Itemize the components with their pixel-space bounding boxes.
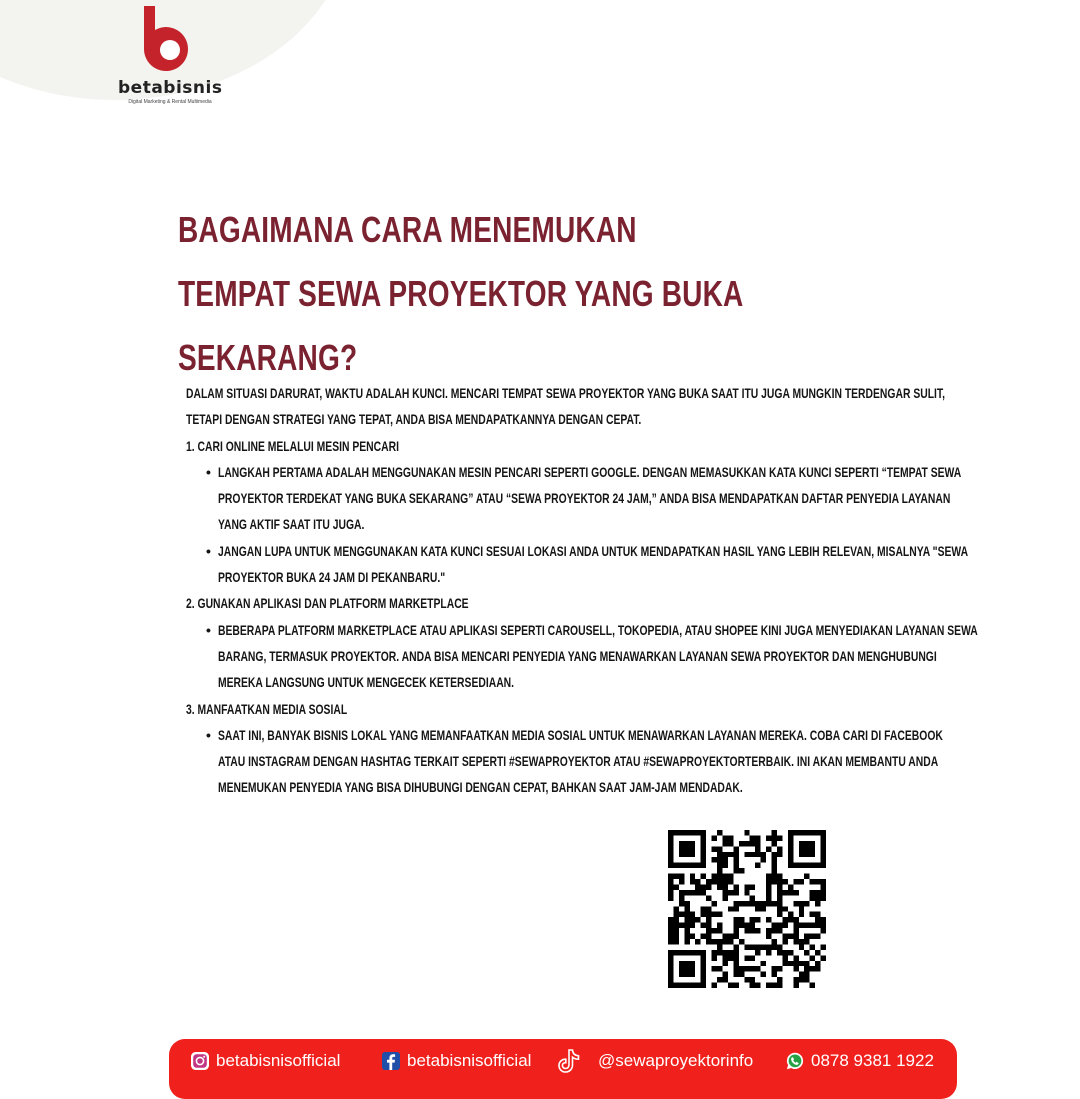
- list-item-line: PROYEKTOR TERDEKAT YANG BUKA SEKARANG” ATAU “SEWA PROYEKTOR 24 JAM,” ANDA BISA MENDAPATKAN DAFTAR PENYEDIA LAYANAN: [218, 490, 951, 507]
- facebook-handle: betabisnisofficial: [407, 1051, 532, 1070]
- intro-line: DALAM SITUASI DARURAT, WAKTU ADALAH KUNCI. MENCARI TEMPAT SEWA PROYEKTOR YANG BUKA SAAT ITU JUGA MUNGKIN TERDENGAR SULIT,: [186, 385, 945, 401]
- brand-logo: [118, 4, 222, 108]
- section-heading: 1. CARI ONLINE MELALUI MESIN PENCARI: [186, 437, 399, 454]
- list-item: [186, 617, 978, 696]
- list-item: [186, 459, 962, 538]
- tiktok-handle: @sewaproyektorinfo: [598, 1051, 754, 1070]
- facebook-icon: [382, 1052, 400, 1070]
- title-line: SEKARANG?: [178, 337, 358, 378]
- bullet-icon: •: [206, 621, 211, 638]
- footer-instagram[interactable]: [191, 1049, 340, 1073]
- list-item-line: BARANG, TERMASUK PROYEKTOR. ANDA BISA MENCARI PENYEDIA YANG MENAWARKAN LAYANAN SEWA PROYEKTOR DAN MENGHUBUNGI: [218, 647, 937, 664]
- qr-code[interactable]: [668, 830, 826, 988]
- logo-wordmark: betabisnis: [118, 78, 223, 98]
- list-item-line: MENEMUKAN PENYEDIA YANG BISA DIHUBUNGI DENGAN CEPAT, BAHKAN SAAT JAM-JAM MENDADAK.: [218, 779, 743, 796]
- article-body: [186, 380, 978, 801]
- tiktok-icon: [558, 1049, 584, 1073]
- title-line: BAGAIMANA CARA MENEMUKAN: [178, 209, 637, 250]
- logo-tagline: Digital Marketing & Rental Multimedia: [128, 99, 212, 105]
- list-item-line: PROYEKTOR BUKA 24 JAM DI PEKANBARU.": [218, 569, 446, 586]
- footer-tiktok[interactable]: [558, 1049, 753, 1073]
- page-title: [178, 198, 744, 390]
- section-heading: 2. GUNAKAN APLIKASI DAN PLATFORM MARKETPLACE: [186, 595, 469, 612]
- contact-footer: [169, 1039, 957, 1099]
- footer-facebook[interactable]: [382, 1049, 531, 1073]
- list-item-line: BEBERAPA PLATFORM MARKETPLACE ATAU APLIKASI SEPERTI CAROUSELL, TOKOPEDIA, ATAU SHOPEE KINI JUGA MENYEDIAKAN LAYANAN SEWA: [218, 621, 978, 638]
- bullet-icon: •: [206, 463, 211, 480]
- bullet-icon: •: [206, 726, 211, 743]
- list-item-line: JANGAN LUPA UNTUK MENGGUNAKAN KATA KUNCI SESUAI LOKASI ANDA UNTUK MENDAPATKAN HASIL YANG LEBIH RELEVAN, MISALNYA "SEWA: [218, 542, 969, 559]
- instagram-icon: [191, 1052, 209, 1070]
- list-item: [186, 722, 946, 801]
- logo-b-icon: [140, 4, 200, 78]
- title-line: TEMPAT SEWA PROYEKTOR YANG BUKA: [178, 273, 744, 314]
- whatsapp-icon: [786, 1052, 804, 1070]
- bullet-icon: •: [206, 542, 211, 559]
- list-item-line: LANGKAH PERTAMA ADALAH MENGGUNAKAN MESIN PENCARI SEPERTI GOOGLE. DENGAN MEMASUKKAN KATA KUNCI SEPERTI “TEMPAT SEWA: [218, 463, 962, 480]
- whatsapp-number: 0878 9381 1922: [811, 1051, 934, 1070]
- list-item-line: YANG AKTIF SAAT ITU JUGA.: [218, 516, 365, 533]
- list-item-line: SAAT INI, BANYAK BISNIS LOKAL YANG MEMANFAATKAN MEDIA SOSIAL UNTUK MENAWARKAN LAYANAN MEREKA. COBA CARI DI FACEBOOK: [218, 726, 943, 743]
- section-heading: 3. MANFAATKAN MEDIA SOSIAL: [186, 700, 348, 717]
- intro-line: TETAPI DENGAN STRATEGI YANG TEPAT, ANDA BISA MENDAPATKANNYA DENGAN CEPAT.: [186, 411, 642, 428]
- list-item-line: MEREKA LANGSUNG UNTUK MENGECEK KETERSEDIAAN.: [218, 674, 515, 691]
- list-item-line: ATAU INSTAGRAM DENGAN HASHTAG TERKAIT SEPERTI #SEWAPROYEKTOR ATAU #SEWAPROYEKTORTERBAIK. INI AKAN MEMBANTU ANDA: [218, 753, 939, 770]
- instagram-handle: betabisnisofficial: [216, 1051, 341, 1070]
- footer-whatsapp[interactable]: [786, 1049, 934, 1073]
- list-item: [186, 538, 969, 591]
